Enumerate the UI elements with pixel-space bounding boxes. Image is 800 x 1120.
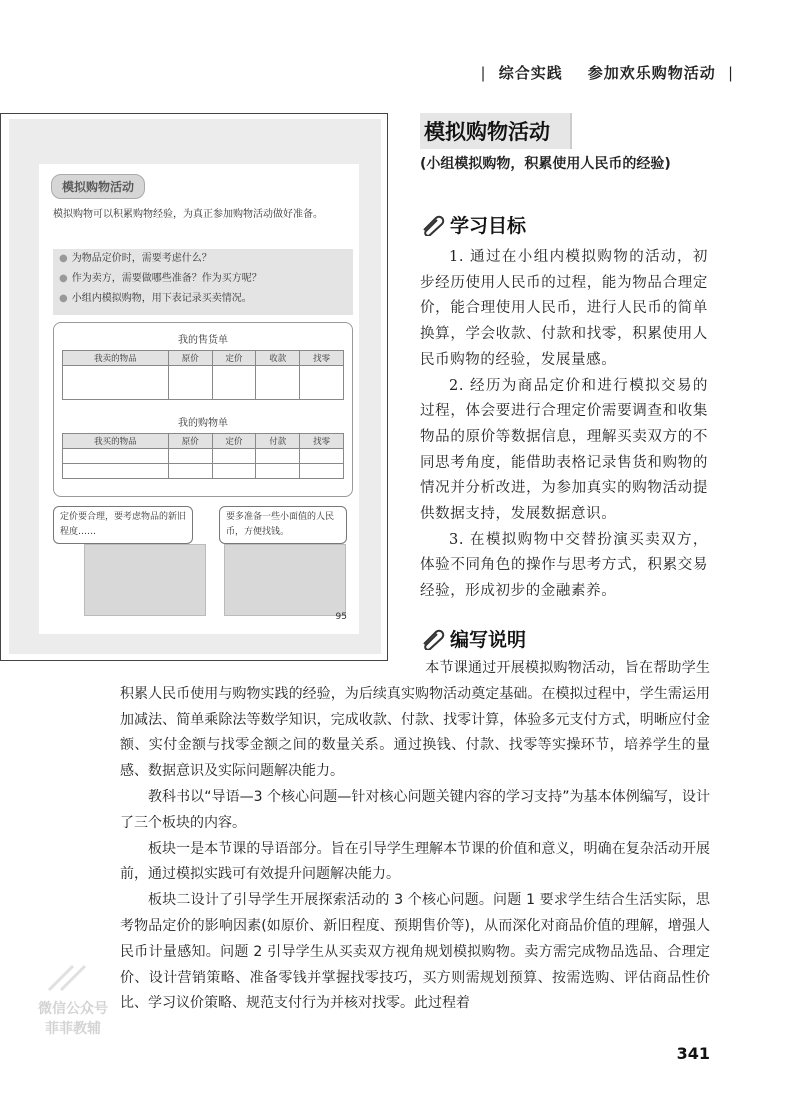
wechat-watermark-icon <box>43 960 103 994</box>
notes-heading <box>420 625 526 652</box>
photo-child-pricing <box>84 544 206 616</box>
sell-table <box>62 350 344 400</box>
goal-item: 3. 在模拟购物中交替扮演买卖双方，体验不同角色的操作与思考方式，积累交易经验，形成初步的金融素养。 <box>420 531 708 600</box>
header-bar-right: | <box>727 64 734 82</box>
header-section: 综合实践 <box>498 64 563 82</box>
question-item: ● 作为卖方，需要做哪些准备？作为买方呢？ <box>59 269 353 289</box>
textbook-intro: 模拟购物可以积累购物经验，为真正参加购物活动做好准备。 <box>53 209 323 220</box>
textbook-page-number: 95 <box>335 612 347 622</box>
question-item: ● 小组内模拟购物，用下表记录买卖情况。 <box>59 289 353 309</box>
scan-background <box>9 119 381 654</box>
textbook-page <box>39 164 359 634</box>
buy-header-cell: 付款 <box>256 434 300 449</box>
notes-paragraph-text: 本节课通过开展模拟购物活动，旨在帮助学生积累人民币使用与购物实践的经验，为后续真实购物活动奠定基础。在模拟过程中，学生需运用加减法、简单乘除法等数学知识，完成收款、付款、找零计算，体验多元支付方式，明晰应付金额、实付金额与找零金额之间的数量关系。通过换钱、付款、找零等实操环节，培养学生的量感、数据意识及实际问题解决能力。 <box>120 660 710 780</box>
textbook-page-scan <box>0 113 388 661</box>
notes-paragraph <box>120 656 710 785</box>
buy-header-cell: 定价 <box>212 434 256 449</box>
goal-item: 2. 经历为商品定价和进行模拟交易的过程，体会要进行合理定价需要调查和收集物品的原价等数据信息，理解买卖双方的不同思考角度，能借助表格记录售货和购物的情况并分析改进，为参加真实的购物活动提供数据支持，发展数据意识。 <box>420 377 708 523</box>
sell-header-cell: 找零 <box>300 351 344 366</box>
goals-body <box>420 245 708 605</box>
question-item: ● 为物品定价时，需要考虑什么？ <box>59 249 353 269</box>
notes-body <box>120 656 710 1017</box>
photo-children-shopping <box>224 544 346 616</box>
header-bar-left: | <box>480 64 487 82</box>
buy-table-title: 我的购物单 <box>178 418 228 429</box>
notes-heading-text: 编写说明 <box>450 629 527 651</box>
activity-tag: 模拟购物活动 <box>51 174 145 199</box>
sell-table-title: 我的售货单 <box>178 335 228 346</box>
watermark-line-2: 菲菲教辅 <box>45 1021 101 1037</box>
header-topic: 参加欢乐购物活动 <box>587 64 716 82</box>
watermark-line-1: 微信公众号 <box>38 1001 108 1017</box>
buy-header-cell: 我买的物品 <box>63 434 169 449</box>
page-number: 341 <box>676 1044 710 1063</box>
paperclip-icon <box>420 214 446 236</box>
buy-header-cell: 找零 <box>300 434 344 449</box>
running-header <box>474 62 740 83</box>
watermark <box>18 960 128 1050</box>
sell-header-cell: 我卖的物品 <box>63 351 169 366</box>
record-tables <box>53 322 353 497</box>
buy-header-cell: 原价 <box>168 434 212 449</box>
sell-header-cell: 定价 <box>212 351 256 366</box>
goals-heading <box>420 211 526 238</box>
page-title: 模拟购物活动 <box>424 120 550 144</box>
goal-item: 1. 通过在小组内模拟购物的活动，初步经历使用人民币的过程，能为物品合理定价，能合理使用人民币，进行人民币的简单换算，学会收款、付款和找零，积累使用人民币购物的经验，发展量感。 <box>420 249 708 368</box>
speech-bubble-left: 定价要合理，要考虑物品的新旧程度…… <box>53 506 193 544</box>
goals-heading-text: 学习目标 <box>450 215 527 237</box>
sell-header-cell: 收款 <box>256 351 300 366</box>
sell-header-cell: 原价 <box>168 351 212 366</box>
buy-table <box>62 433 344 479</box>
speech-bubble-right: 要多准备一些小面值的人民币，方便找钱。 <box>219 506 347 544</box>
page-subtitle: (小组模拟购物，积累使用人民币的经验) <box>420 156 671 172</box>
notes-paragraph: 教科书以“导语—3 个核心问题—针对核心问题关键内容的学习支持”为基本体例编写，设计了三个板块的内容。 <box>120 788 710 831</box>
paperclip-icon <box>420 628 446 650</box>
notes-paragraph: 板块二设计了引导学生开展探索活动的 3 个核心问题。问题 1 要求学生结合生活实际，思考物品定价的影响因素(如原价、新旧程度、预期售价等)，从而深化对商品价值的理解，增强人民币计量感知。问题 2 引导学生从买卖双方视角规划模拟购物。卖方需完成物品选品、合理定价、设计营销策略、准备零钱并掌握找零技巧，买方则需规划预算、按需选购、评估商品性价比、学习议价策略、规范支付行为并核对找零。此过程着 <box>120 892 710 1012</box>
notes-paragraph: 板块一是本节课的导语部分。旨在引导学生理解本节课的价值和意义，明确在复杂活动开展前，通过模拟实践可有效提升问题解决能力。 <box>120 840 710 883</box>
question-box <box>53 249 353 315</box>
